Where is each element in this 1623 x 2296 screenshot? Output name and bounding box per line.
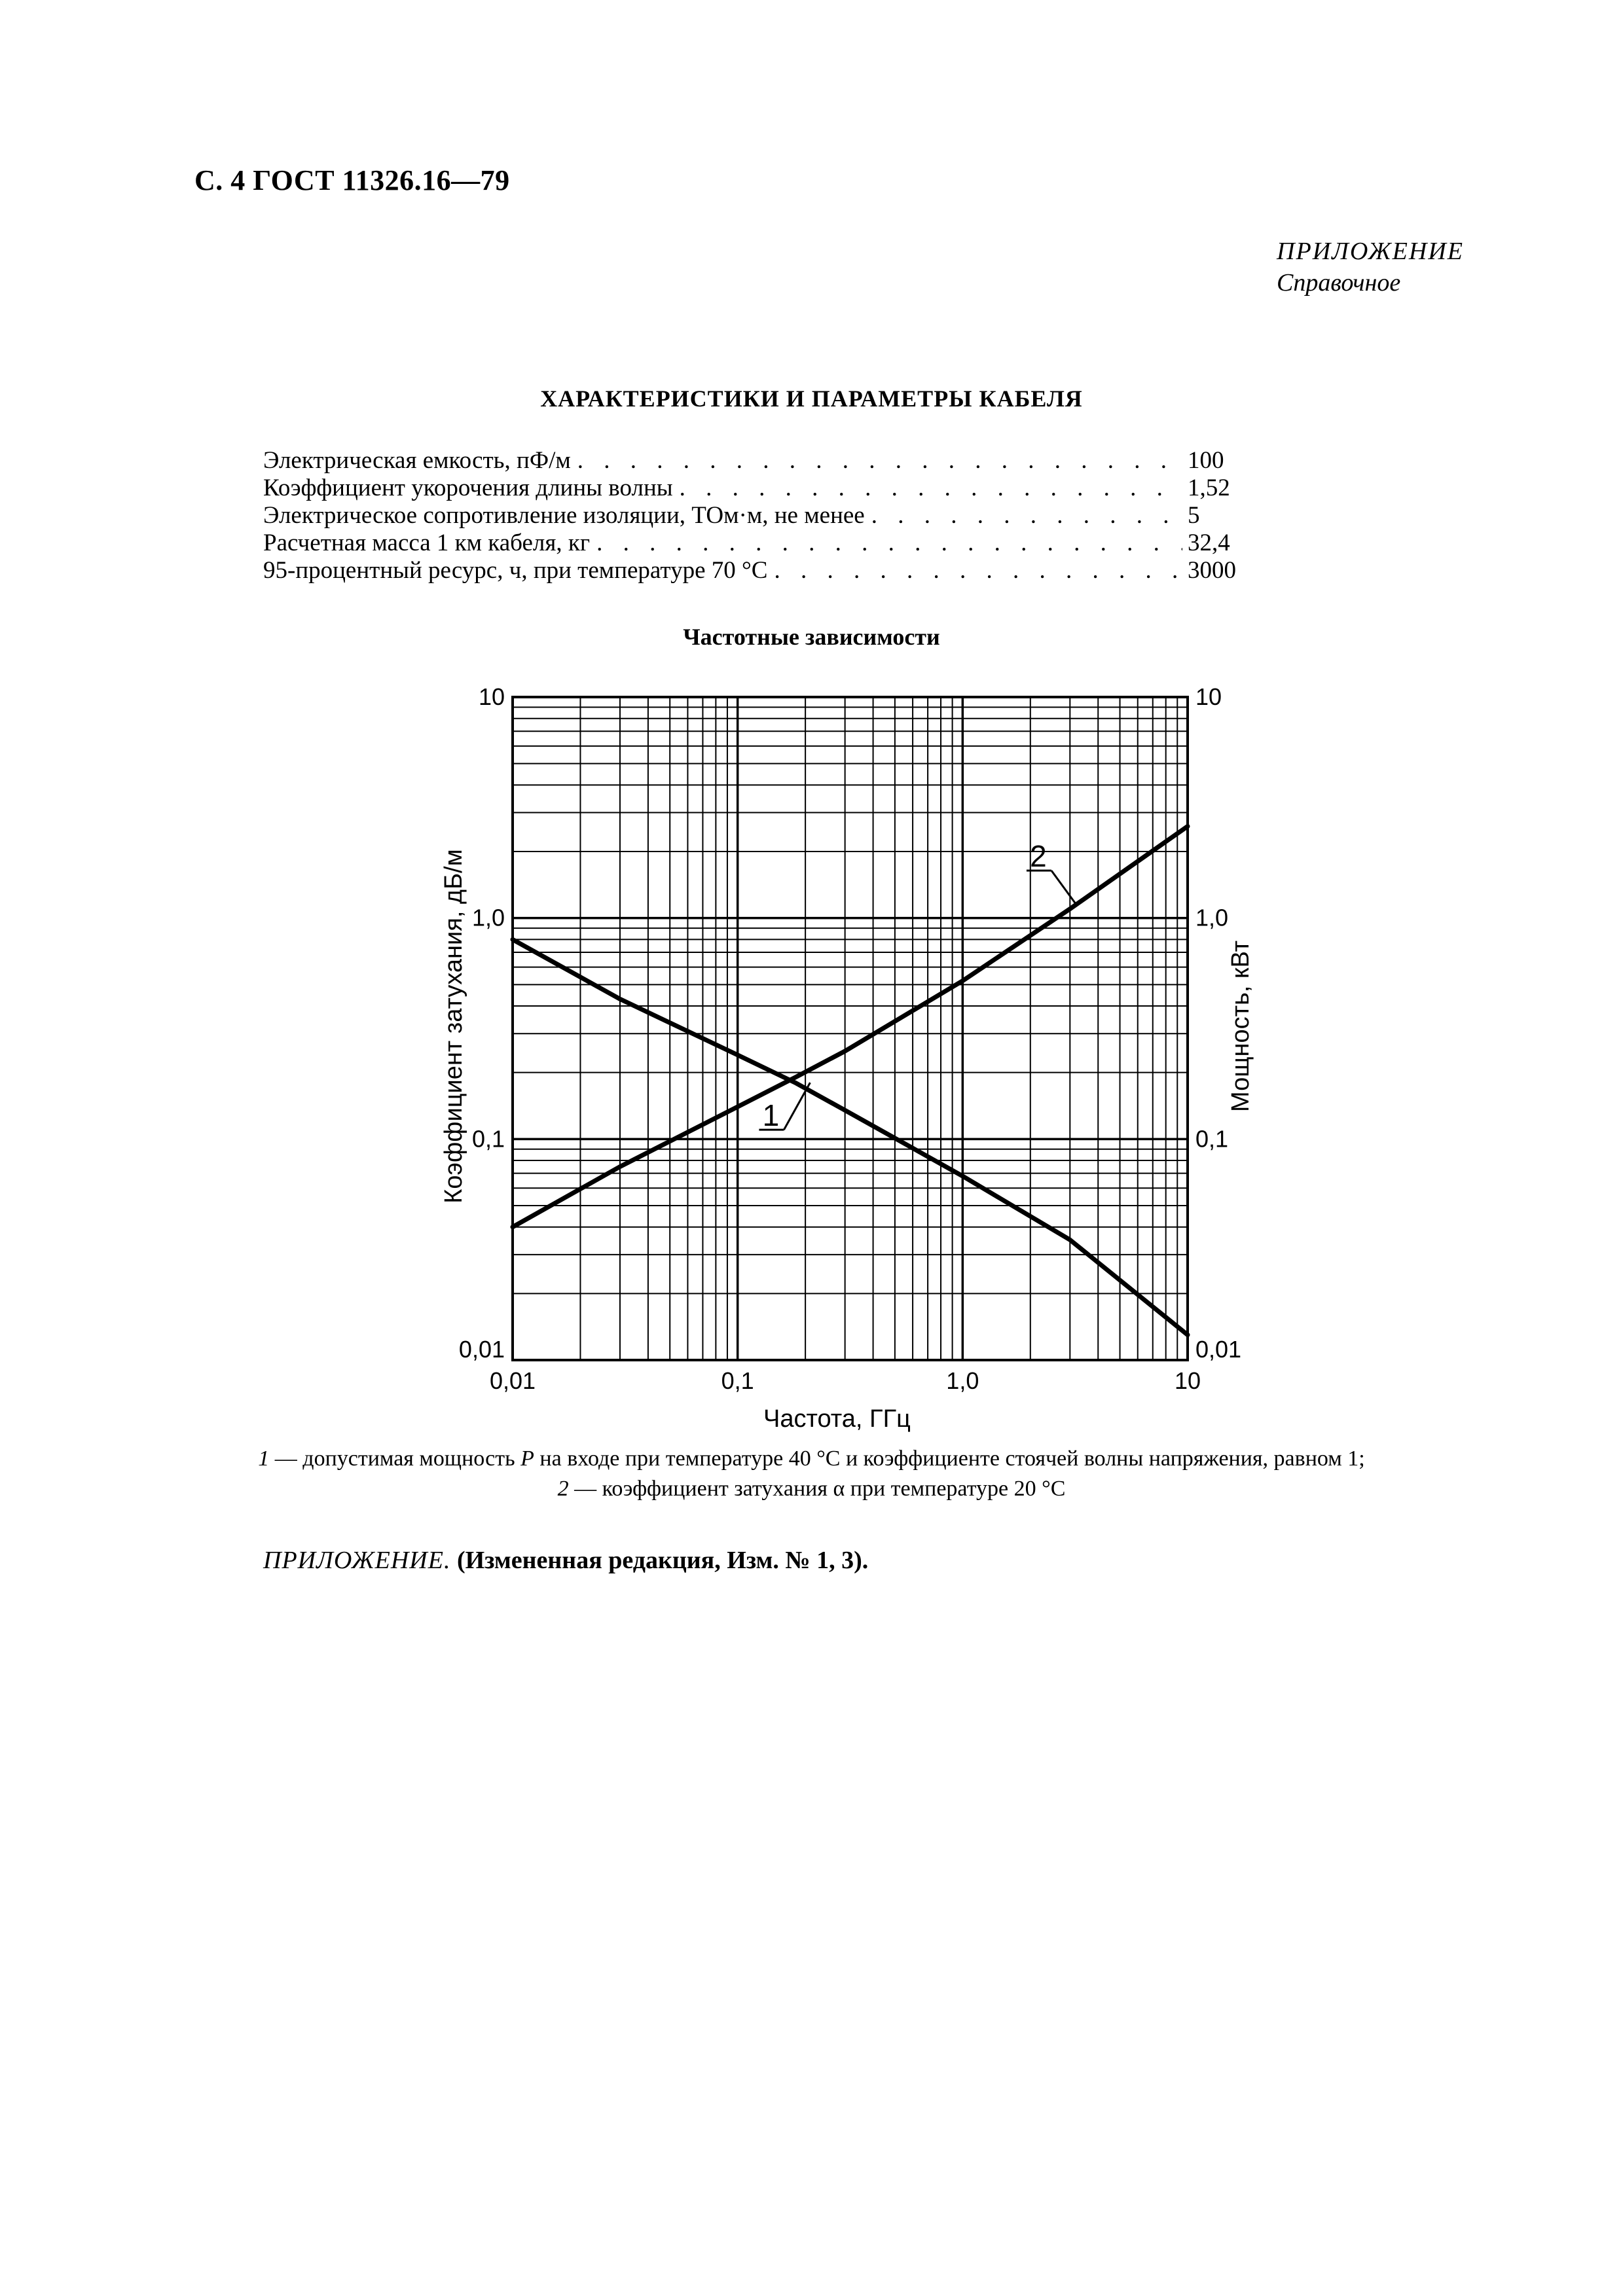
y-left-tick-label: 1,0 bbox=[471, 904, 505, 931]
appendix-subtitle: Справочное bbox=[1277, 269, 1401, 296]
y-left-axis-title: Коэффициент затухания, дБ/м bbox=[440, 849, 467, 1204]
page-header: С. 4 ГОСТ 11326.16—79 bbox=[194, 164, 510, 196]
y-right-tick-label: 0,1 bbox=[1195, 1125, 1229, 1153]
legend-item-1-text-b: на входе при температуре 40 °С и коэффициенте стоячей волны напряжения, равном 1; bbox=[534, 1446, 1365, 1471]
series-2-line bbox=[513, 827, 1188, 1227]
y-right-tick-label: 1,0 bbox=[1195, 904, 1229, 931]
series-1-label: 1 bbox=[762, 1098, 780, 1133]
y-left-tick-label: 0,01 bbox=[458, 1336, 505, 1363]
parameter-label: Электрическое сопротивление изоляции, ТОм·м, не менее bbox=[263, 502, 865, 529]
legend-item-1-number: 1 bbox=[258, 1446, 270, 1471]
section-title: ХАРАКТЕРИСТИКИ И ПАРАМЕТРЫ КАБЕЛЯ bbox=[540, 386, 1083, 412]
chart-grid bbox=[513, 697, 1188, 1360]
revision-note-body: (Измененная редакция, Изм. № 1, 3). bbox=[450, 1547, 869, 1574]
chart-title: Частотные зависимости bbox=[683, 624, 940, 650]
y-left-tick-label: 0,1 bbox=[471, 1125, 505, 1153]
legend-item-1-symbol: P bbox=[520, 1446, 534, 1471]
series-1-line bbox=[513, 939, 1188, 1335]
revision-note bbox=[263, 1546, 868, 1575]
parameter-value: 3000 bbox=[1188, 557, 1236, 584]
parameter-value: 1,52 bbox=[1188, 475, 1230, 501]
parameter-label: Электрическая емкость, пФ/м bbox=[263, 447, 571, 474]
x-tick-label: 1,0 bbox=[946, 1367, 979, 1394]
parameter-label: Коэффициент укорочения длины волны bbox=[263, 475, 673, 501]
series-1-leader bbox=[784, 1083, 810, 1130]
y-right-tick-label: 10 bbox=[1195, 683, 1222, 710]
x-tick-label: 0,1 bbox=[721, 1367, 754, 1394]
plot-frame bbox=[513, 697, 1188, 1360]
y-right-tick-label: 0,01 bbox=[1195, 1336, 1242, 1363]
y-left-tick-label: 10 bbox=[478, 683, 505, 710]
legend-item-1 bbox=[0, 1446, 1623, 1471]
chart-series bbox=[513, 827, 1188, 1335]
series-2-label: 2 bbox=[1030, 839, 1047, 874]
parameter-label: 95-процентный ресурс, ч, при температуре 70 °С bbox=[263, 557, 768, 584]
parameter-value: 32,4 bbox=[1188, 529, 1230, 556]
legend-item-2-number: 2 bbox=[557, 1477, 569, 1501]
parameter-label: Расчетная масса 1 км кабеля, кг bbox=[263, 529, 591, 556]
revision-note-label: ПРИЛОЖЕНИЕ. bbox=[263, 1547, 451, 1574]
chart-labels bbox=[440, 683, 1254, 1433]
appendix-title: ПРИЛОЖЕНИЕ bbox=[1277, 238, 1464, 265]
legend-item-1-text-a: — допустимая мощность bbox=[269, 1446, 521, 1471]
parameter-value: 5 bbox=[1188, 502, 1200, 529]
x-axis-title: Частота, ГГц bbox=[763, 1405, 911, 1433]
x-tick-label: 10 bbox=[1174, 1367, 1201, 1394]
legend-item-2-text: — коэффициент затухания α при температуре 20 °С bbox=[568, 1477, 1066, 1501]
parameter-value: 100 bbox=[1188, 447, 1224, 474]
legend-item-2 bbox=[0, 1477, 1623, 1501]
x-tick-label: 0,01 bbox=[489, 1367, 536, 1394]
y-right-axis-title: Мощность, кВт bbox=[1227, 940, 1254, 1113]
series-2-leader bbox=[1051, 870, 1076, 905]
